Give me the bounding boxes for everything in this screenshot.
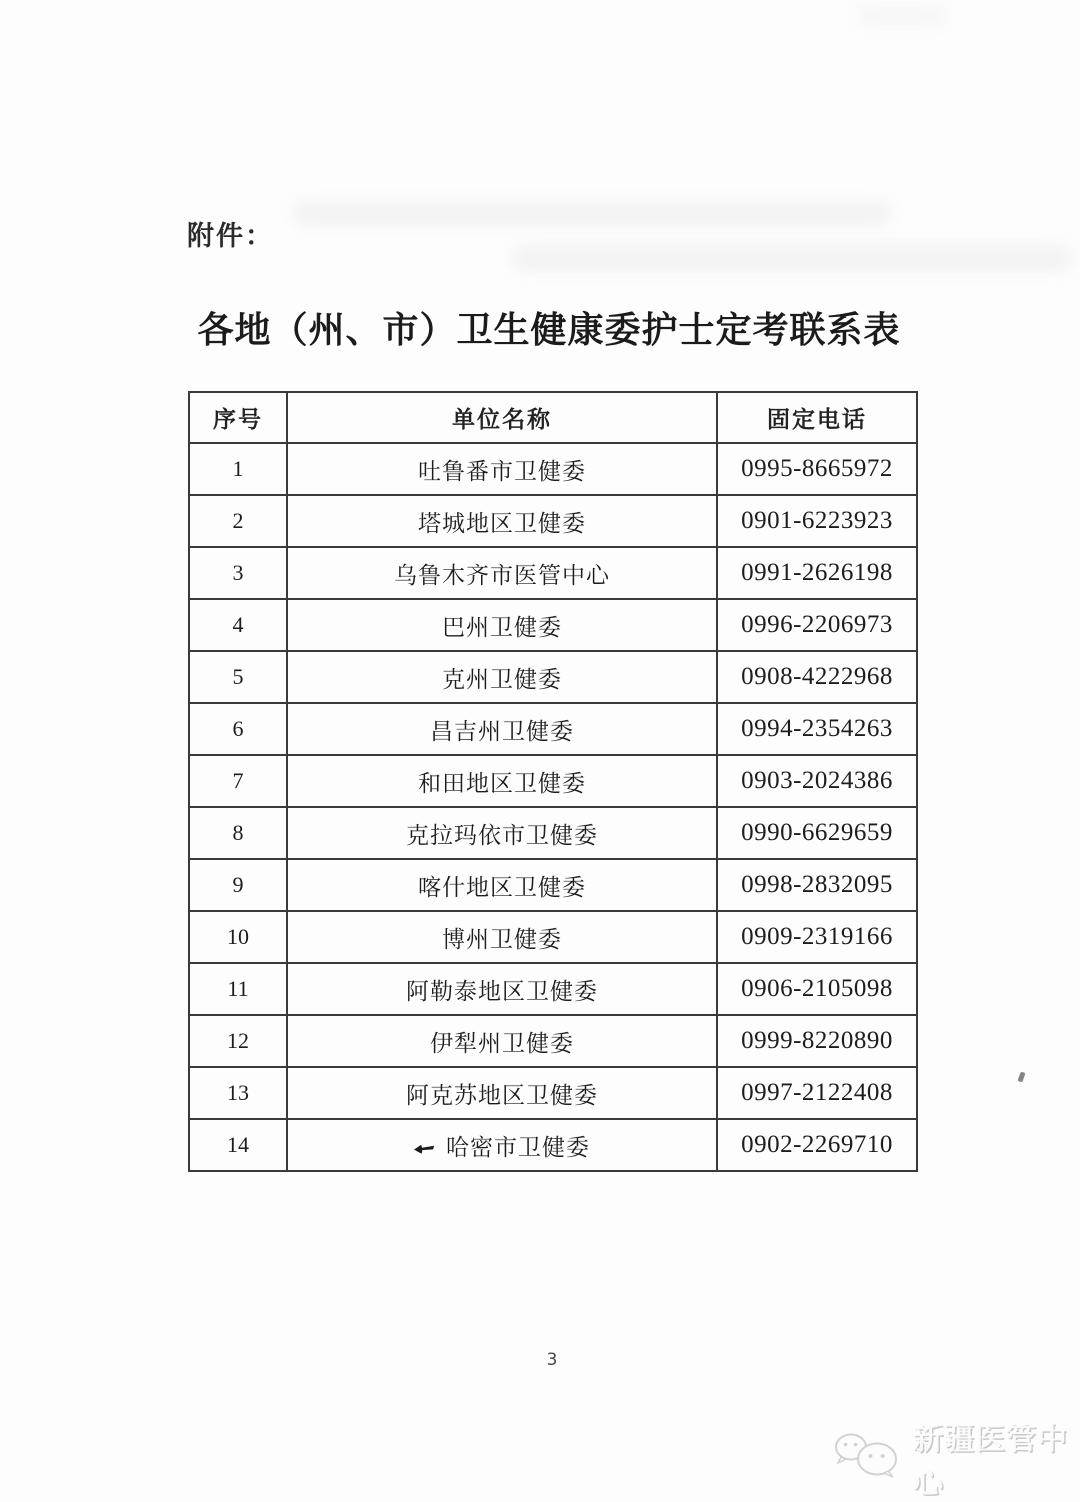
unit-name: 阿勒泰地区卫健委 [287,963,717,1015]
page-number: 3 [546,1350,558,1370]
phone-number: 0903-2024386 [717,755,917,807]
table-row [189,495,917,547]
row-number: 12 [189,1015,287,1067]
col-header-unit: 单位名称 [287,392,717,443]
unit-name: 哈密市卫健委 [287,1119,717,1171]
row-number: 1 [189,443,287,495]
phone-number: 0908-4222968 [717,651,917,703]
phone-number: 0901-6223923 [717,495,917,547]
row-number: 7 [189,755,287,807]
phone-number: 0996-2206973 [717,599,917,651]
table-row [189,443,917,495]
table-row [189,547,917,599]
contact-table [188,391,918,1172]
row-number: 13 [189,1067,287,1119]
unit-name: 吐鲁番市卫健委 [287,443,717,495]
unit-name: 喀什地区卫健委 [287,859,717,911]
phone-number: 0994-2354263 [717,703,917,755]
row-number: 8 [189,807,287,859]
scan-speck [1017,1071,1025,1082]
phone-number: 0906-2105098 [717,963,917,1015]
ink-smudge-icon [414,1145,434,1154]
row-number: 2 [189,495,287,547]
phone-number: 0997-2122408 [717,1067,917,1119]
table-header-row [189,392,917,443]
row-number: 11 [189,963,287,1015]
unit-name: 克州卫健委 [287,651,717,703]
phone-number: 0902-2269710 [717,1119,917,1171]
row-number: 9 [189,859,287,911]
row-number: 4 [189,599,287,651]
unit-name: 博州卫健委 [287,911,717,963]
unit-name: 昌吉州卫健委 [287,703,717,755]
watermark-text: 新疆医管中心 [913,1423,1068,1500]
row-number: 6 [189,703,287,755]
table-row [189,1119,917,1171]
phone-number: 0995-8665972 [717,443,917,495]
table-row [189,599,917,651]
phone-number: 0999-8220890 [717,1015,917,1067]
wechat-icon [832,1432,904,1485]
unit-name: 巴州卫健委 [287,599,717,651]
table-row [189,703,917,755]
watermark [832,1414,1080,1502]
phone-number: 0998-2832095 [717,859,917,911]
table-row [189,807,917,859]
unit-name: 伊犁州卫健委 [287,1015,717,1067]
table-row [189,859,917,911]
row-number: 5 [189,651,287,703]
table-row [189,963,917,1015]
table-row [189,1067,917,1119]
phone-number: 0990-6629659 [717,807,917,859]
unit-name: 塔城地区卫健委 [287,495,717,547]
attachment-label: 附件： [187,221,274,251]
table-row [189,755,917,807]
row-number: 10 [189,911,287,963]
scan-ghost-smudge [512,244,1072,272]
phone-number: 0991-2626198 [717,547,917,599]
table-row [189,651,917,703]
page-title: 各地（州、市）卫生健康委护士定考联系表 [197,310,901,350]
table-row [189,1015,917,1067]
unit-name: 阿克苏地区卫健委 [287,1067,717,1119]
scan-ghost-smudge [856,6,946,26]
table-row [189,911,917,963]
col-header-phone: 固定电话 [717,392,917,443]
unit-name: 克拉玛依市卫健委 [287,807,717,859]
unit-name: 乌鲁木齐市医管中心 [287,547,717,599]
phone-number: 0909-2319166 [717,911,917,963]
unit-name: 和田地区卫健委 [287,755,717,807]
col-header-seq: 序号 [189,392,287,443]
scan-ghost-smudge [292,202,892,226]
row-number: 14 [189,1119,287,1171]
row-number: 3 [189,547,287,599]
